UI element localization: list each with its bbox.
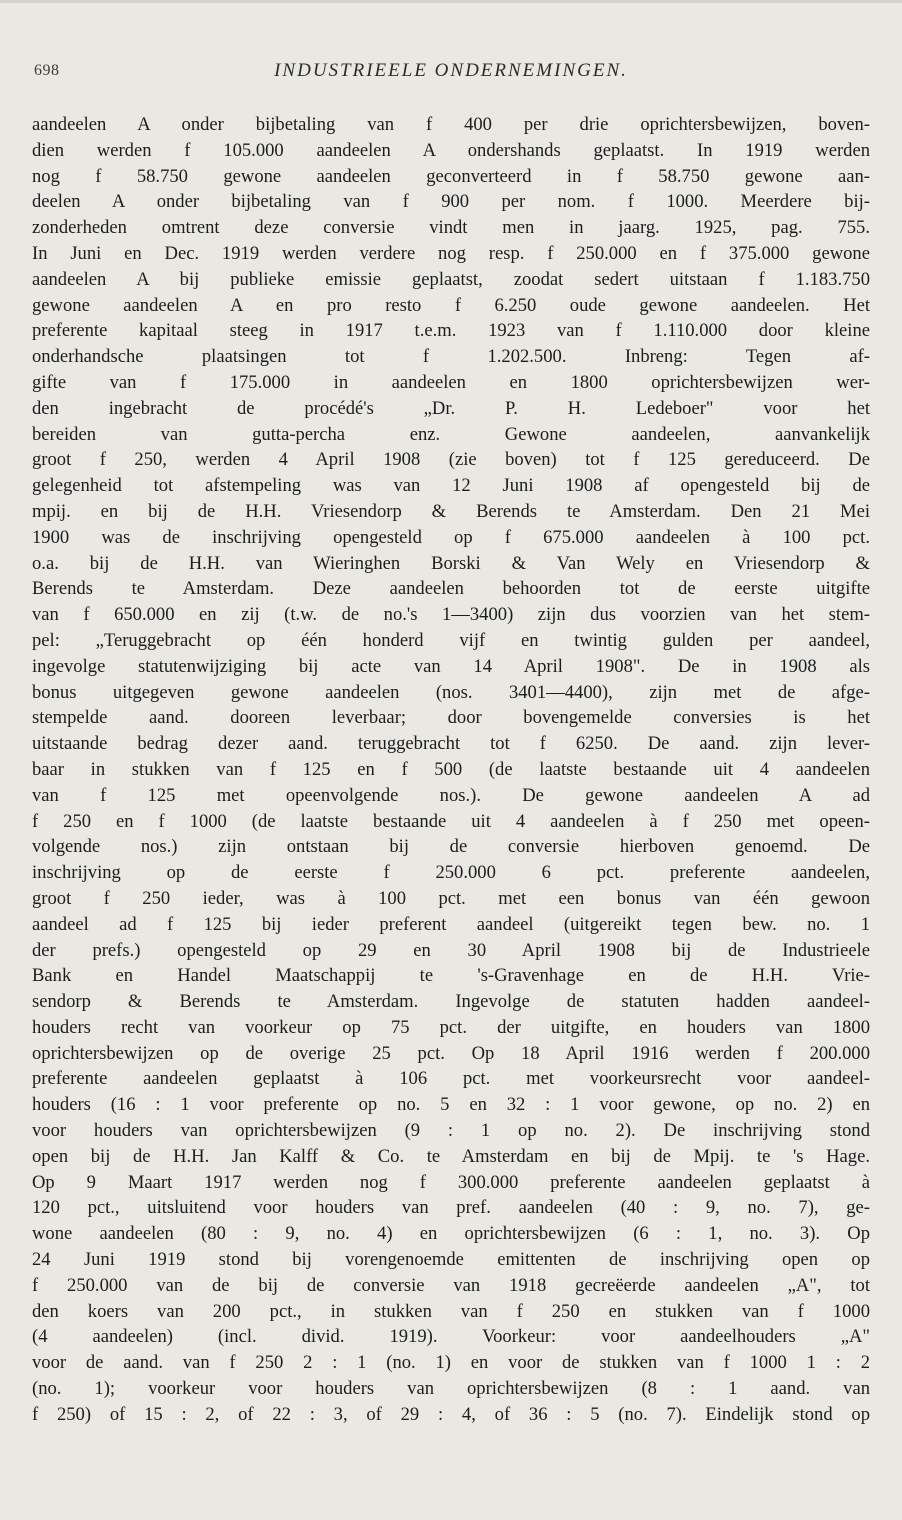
text-line: deelen A onder bijbetaling van f 900 per nom. f 1000. Meerdere bij-: [32, 191, 870, 213]
text-line: nog f 58.750 gewone aandeelen geconverteerd in f 58.750 gewone aan-: [32, 165, 870, 187]
text-line: van f 650.000 en zij (t.w. de no.'s 1—3400) zijn dus voorzien van het stem-: [32, 604, 870, 626]
text-line: pel: „Teruggebracht op één honderd vijf en twintig gulden per aandeel,: [32, 629, 870, 651]
text-line: inschrijving op de eerste f 250.000 6 pct. preferente aandeelen,: [32, 862, 870, 884]
top-edge-rule: [0, 0, 902, 3]
text-line: open bij de H.H. Jan Kalff & Co. te Amsterdam en bij de Mpij. te 's Hage.: [32, 1145, 870, 1167]
page-number: 698: [34, 62, 60, 79]
text-line: (4 aandeelen) (incl. divid. 1919). Voorkeur: voor aandeelhouders „A": [32, 1326, 870, 1348]
text-line: baar in stukken van f 125 en f 500 (de laatste bestaande uit 4 aandeelen: [32, 758, 870, 780]
text-line: In Juni en Dec. 1919 werden verdere nog resp. f 250.000 en f 375.000 gewone: [32, 242, 870, 264]
text-line: 24 Juni 1919 stond bij vorengenoemde emittenten de inschrijving open op: [32, 1249, 870, 1271]
text-line: Berends te Amsterdam. Deze aandeelen behoorden tot de eerste uitgifte: [32, 578, 870, 600]
running-head: [32, 60, 870, 94]
text-line: gewone aandeelen A en pro resto f 6.250 oude gewone aandeelen. Het: [32, 294, 870, 316]
text-line: preferente kapitaal steeg in 1917 t.e.m. 1923 van f 1.110.000 door kleine: [32, 320, 870, 342]
text-line: aandeelen A onder bijbetaling van f 400 per drie oprichtersbewijzen, boven-: [32, 114, 870, 135]
text-line: Bank en Handel Maatschappij te 's-Gravenhage en de H.H. Vrie-: [32, 965, 870, 987]
text-line: Op 9 Maart 1917 werden nog f 300.000 preferente aandeelen geplaatst à: [32, 1171, 870, 1193]
text-line: uitstaande bedrag dezer aand. teruggebracht tot f 6250. De aand. zijn lever-: [32, 733, 870, 755]
text-line: onderhandsche plaatsingen tot f 1.202.500. Inbreng: Tegen af-: [32, 346, 870, 368]
text-line: aandeel ad f 125 bij ieder preferent aandeel (uitgereikt tegen bew. no. 1: [32, 913, 870, 935]
text-line: der prefs.) opengesteld op 29 en 30 April 1908 bij de Industrieele: [32, 939, 870, 961]
text-line: mpij. en bij de H.H. Vriesendorp & Berends te Amsterdam. Den 21 Mei: [32, 500, 870, 522]
text-line: groot f 250 ieder, was à 100 pct. met een bonus van één gewoon: [32, 887, 870, 909]
text-line: bereiden van gutta-percha enz. Gewone aandeelen, aanvankelijk: [32, 423, 870, 445]
text-line: van f 125 met opeenvolgende nos.). De gewone aandeelen A ad: [32, 784, 870, 806]
text-line: volgende nos.) zijn ontstaan bij de conversie hierboven genoemd. De: [32, 836, 870, 858]
text-line: houders recht van voorkeur op 75 pct. der uitgifte, en houders van 1800: [32, 1016, 870, 1038]
text-line: aandeelen A bij publieke emissie geplaatst, zoodat sedert uitstaan f 1.183.750: [32, 268, 870, 290]
text-line: sendorp & Berends te Amsterdam. Ingevolge de statuten hadden aandeel-: [32, 991, 870, 1013]
text-line: (no. 1); voorkeur voor houders van oprichtersbewijzen (8 : 1 aand. van: [32, 1378, 870, 1400]
text-line: oprichtersbewijzen op de overige 25 pct. Op 18 April 1916 werden f 200.000: [32, 1042, 870, 1064]
text-line: den ingebracht de procédé's „Dr. P. H. Ledeboer" voor het: [32, 397, 870, 419]
text-line: f 250 en f 1000 (de laatste bestaande uit 4 aandeelen à f 250 met opeen-: [32, 810, 870, 832]
text-line: dien werden f 105.000 aandeelen A ondershands geplaatst. In 1919 werden: [32, 139, 870, 161]
text-line: gelegenheid tot afstempeling was van 12 Juni 1908 af opengesteld bij de: [32, 475, 870, 497]
page-header-title: INDUSTRIEELE ONDERNEMINGEN.: [274, 60, 628, 81]
text-line: 120 pct., uitsluitend voor houders van pref. aandeelen (40 : 9, no. 7), ge-: [32, 1197, 870, 1219]
text-line: voor houders van oprichtersbewijzen (9 : 1 op no. 2). De inschrijving stond: [32, 1120, 870, 1142]
text-line: zonderheden omtrent deze conversie vindt men in jaarg. 1925, pag. 755.: [32, 217, 870, 239]
text-line: f 250) of 15 : 2, of 22 : 3, of 29 : 4, of 36 : 5 (no. 7). Eindelijk stond op: [32, 1403, 870, 1425]
text-line: preferente aandeelen geplaatst à 106 pct. met voorkeursrecht voor aandeel-: [32, 1068, 870, 1090]
text-line: houders (16 : 1 voor preferente op no. 5 en 32 : 1 voor gewone, op no. 2) en: [32, 1094, 870, 1116]
text-line: den koers van 200 pct., in stukken van f 250 en stukken van f 1000: [32, 1300, 870, 1322]
text-line: ingevolge statutenwijziging bij acte van 14 April 1908". De in 1908 als: [32, 655, 870, 677]
body-text: [32, 112, 870, 1428]
text-line: 1900 was de inschrijving opengesteld op f 675.000 aandeelen à 100 pct.: [32, 526, 870, 548]
text-line: o.a. bij de H.H. van Wieringhen Borski & Van Wely en Vriesendorp &: [32, 552, 870, 574]
text-line: bonus uitgegeven gewone aandeelen (nos. 3401—4400), zijn met de afge-: [32, 681, 870, 703]
text-line: f 250.000 van de bij de conversie van 1918 gecreëerde aandeelen „A", tot: [32, 1274, 870, 1296]
text-line: stempelde aand. dooreen leverbaar; door bovengemelde conversies is het: [32, 707, 870, 729]
text-line: groot f 250, werden 4 April 1908 (zie boven) tot f 125 gereduceerd. De: [32, 449, 870, 471]
text-line: wone aandeelen (80 : 9, no. 4) en oprichtersbewijzen (6 : 1, no. 3). Op: [32, 1223, 870, 1245]
text-line: gifte van f 175.000 in aandeelen en 1800 oprichtersbewijzen wer-: [32, 371, 870, 393]
text-line: voor de aand. van f 250 2 : 1 (no. 1) en voor de stukken van f 1000 1 : 2: [32, 1352, 870, 1374]
